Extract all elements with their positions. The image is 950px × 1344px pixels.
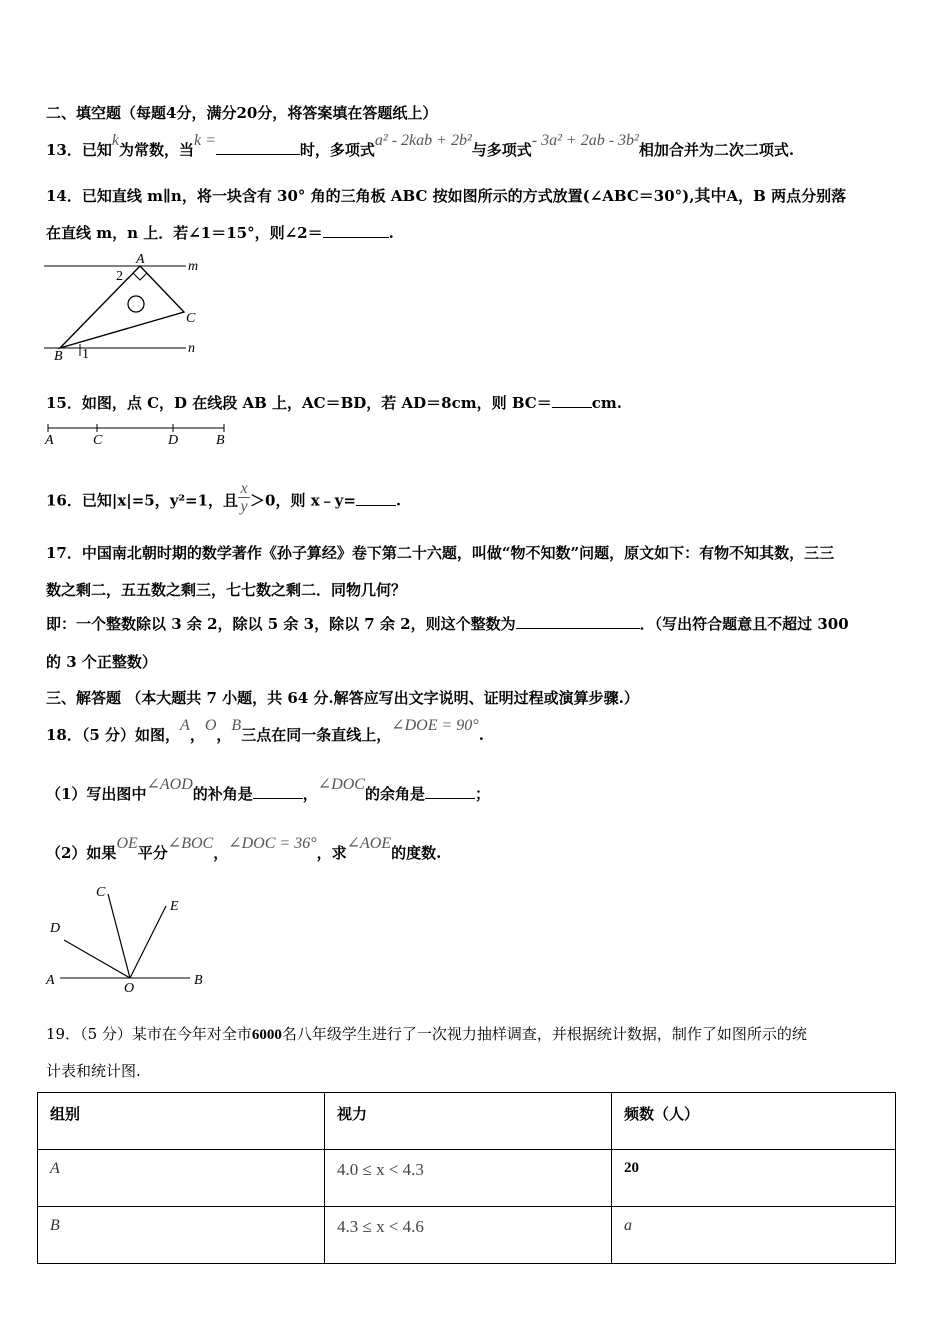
label-e: E	[170, 899, 179, 914]
question-17-line-4: 的 3 个正整数）	[46, 653, 157, 671]
label-b: B	[54, 349, 63, 364]
section3-title: 三、解答题 （本大题共 7 小题，共 64 分.解答应写出文字说明、证明过程或演算步骤.）	[46, 689, 639, 707]
q18-angle-doc-36: ∠DOC = 36°	[228, 835, 317, 852]
question-17-line-2: 数之剩二，五五数之剩三，七七数之剩二．同物几何？	[46, 581, 407, 599]
q16-text-3: .	[395, 491, 402, 510]
q18-p1-blank-2	[425, 784, 475, 799]
label-c: C	[93, 433, 103, 448]
cell-vision-range: 4.0 ≤ x < 4.3	[325, 1150, 612, 1207]
q19-text-2: 名八年级学生进行了一次视力抽样调查，并根据统计数据，制作了如图所示的统	[281, 1025, 807, 1043]
question-19-line-1	[46, 1024, 807, 1045]
table-row	[38, 1150, 896, 1207]
q15-figure	[40, 420, 240, 450]
question-17-line-1: 17．中国南北朝时期的数学著作《孙子算经》卷下第二十六题，叫做“物不知数”问题，原文如下：有物不知其数，三三	[46, 544, 835, 562]
q17-answer-blank	[516, 614, 640, 629]
label-n: n	[188, 341, 195, 356]
q16-text-1: 16．已知|x|=5，y²=1，且	[46, 491, 239, 510]
cell-group: A	[38, 1150, 325, 1207]
label-a: A	[46, 973, 55, 988]
q16-text-2: ＞0，则 x﹣y=	[250, 491, 356, 510]
q18-p2-text-5: 的度数.	[391, 844, 442, 862]
q13-k-equals: k =	[194, 132, 216, 149]
label-a: A	[45, 433, 54, 448]
q18-ray-oe: OE	[116, 835, 138, 852]
label-b: B	[216, 433, 225, 448]
question-18	[46, 717, 484, 746]
cell-frequency: a	[612, 1207, 896, 1264]
vision-frequency-table	[37, 1092, 896, 1264]
q14-figure	[40, 252, 210, 364]
question-19-line-2: 计表和统计图.	[46, 1062, 141, 1080]
q13-number: 13．已知	[46, 141, 112, 159]
q18-point-b: B	[231, 717, 242, 734]
triangle-hole	[128, 296, 144, 312]
q18-angle-boc: ∠BOC	[167, 835, 214, 852]
q13-text-1: 为常数，当	[118, 141, 194, 159]
right-angle-mark	[133, 273, 147, 280]
q14-text-3: A，B 两点分别落	[726, 187, 847, 205]
label-angle-1: 1	[82, 347, 89, 362]
q13-text-4: 相加合并为二次二项式.	[638, 141, 795, 159]
q18-p2-text-1: （2）如果	[46, 844, 117, 862]
label-d: D	[168, 433, 179, 448]
q18-text-2: 三点在同一条直线上，	[241, 726, 392, 744]
question-17-line-3	[46, 614, 849, 634]
q18-p2-text-4: ，求	[316, 844, 347, 862]
q13-text-3: 与多项式	[471, 141, 532, 159]
cell-vision-range: 4.3 ≤ x < 4.6	[325, 1207, 612, 1264]
question-14-line-1	[46, 186, 846, 206]
q18-point-a: A	[180, 717, 190, 734]
q16-fraction	[238, 480, 250, 515]
q18-p1-text-4: 的余角是	[364, 785, 425, 803]
q18-point-o: O	[204, 717, 217, 734]
cell-frequency: 20	[612, 1150, 896, 1207]
q18-p1-text-2: 的补角是	[192, 785, 253, 803]
q18-p1-blank-1	[253, 784, 303, 799]
q18-comma-1: ，	[189, 726, 205, 744]
label-c: C	[186, 311, 196, 326]
header-group: 组别	[38, 1093, 325, 1150]
header-vision: 视力	[325, 1093, 612, 1150]
q13-polynomial-2: - 3a² + 2ab - 3b²	[531, 132, 639, 149]
ray-oc	[108, 894, 130, 978]
label-angle-2: 2	[116, 269, 123, 284]
question-13	[46, 132, 795, 161]
q15-text: 15．如图，点 C，D 在线段 AB 上，AC＝BD，若 AD＝8cm，则 BC＝	[46, 394, 552, 412]
question-15	[46, 393, 622, 413]
question-18-part-2	[46, 835, 442, 864]
q13-answer-blank	[216, 140, 300, 155]
question-14-line-2	[46, 223, 394, 243]
q18-p1-text-1: （1）写出图中	[46, 785, 147, 803]
q16-answer-blank	[356, 491, 396, 506]
q18-p1-text-3: ，	[302, 785, 318, 803]
q14-text-1: 14．已知直线 m∥n，将一块含有 30° 角的三角板 ABC 按如图所示的方式放置(∠ABC＝30°),	[46, 187, 695, 205]
section2-title: 二、填空题（每题4分，满分20分，将答案填在答题纸上）	[46, 104, 438, 122]
q18-angle-aoe: ∠AOE	[346, 835, 392, 852]
q18-text-3: .	[478, 726, 484, 744]
cell-group: B	[38, 1207, 325, 1264]
label-b: B	[194, 973, 203, 988]
q18-p2-text-3: ，	[213, 844, 229, 862]
q14-answer-blank	[323, 223, 389, 238]
q17-text-4: ．（写出符合题意且不超过 300	[639, 615, 849, 633]
q17-text-3: 即：一个整数除以 3 余 2，除以 5 余 3，除以 7 余 2，则这个整数为	[46, 615, 516, 633]
label-m: m	[188, 259, 199, 274]
q18-figure	[40, 880, 220, 996]
q13-text-2: 时，多项式	[299, 141, 375, 159]
q16-denominator: y	[240, 498, 248, 515]
label-c: C	[96, 885, 106, 900]
q15-answer-blank	[552, 393, 592, 408]
q13-var-k: k	[111, 132, 119, 149]
q13-polynomial-1: a² - 2kab + 2b²	[374, 132, 472, 149]
question-16	[46, 480, 402, 519]
ray-oe	[130, 906, 166, 978]
table-row	[38, 1207, 896, 1264]
q18-angle-doc: ∠DOC	[317, 776, 365, 793]
q18-text-1: 18．（5 分）如图，	[46, 726, 181, 744]
label-d: D	[50, 921, 61, 936]
q18-p1-text-5: ；	[474, 785, 490, 803]
q19-text-1: 19．（5 分）某市在今年对全市	[46, 1025, 252, 1043]
q19-student-count: 6000	[251, 1027, 282, 1043]
q14-text-2: 其中	[694, 186, 727, 205]
q15-unit: cm.	[591, 394, 622, 412]
q18-angle-aod: ∠AOD	[146, 776, 193, 793]
q18-p2-text-2: 平分	[137, 844, 168, 862]
q14-text-4: 在直线 m，n 上．若∠1＝15°，则∠2＝	[46, 224, 323, 242]
label-a: A	[136, 252, 145, 267]
q18-condition: ∠DOE = 90°	[391, 717, 479, 734]
question-18-part-1	[46, 776, 490, 805]
q16-numerator: x	[240, 480, 248, 497]
ray-od	[64, 940, 130, 978]
q14-text-5: .	[388, 224, 394, 242]
table-header-row	[38, 1093, 896, 1150]
q18-comma-2: ，	[216, 726, 232, 744]
label-o: O	[124, 981, 135, 996]
header-frequency: 频数（人）	[612, 1093, 896, 1150]
